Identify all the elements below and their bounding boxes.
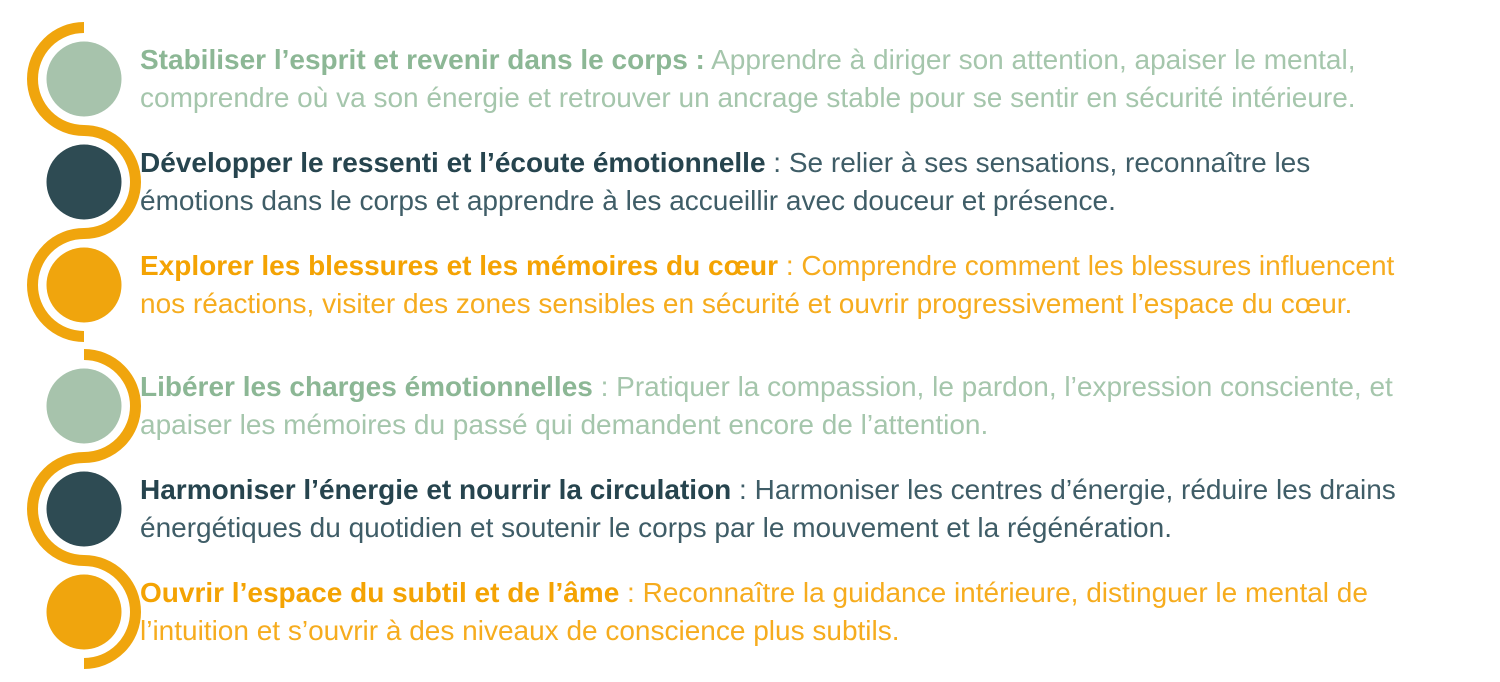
list-item-ouvrir	[140, 574, 1480, 650]
item-body-line1: : Pratiquer la compassion, le pardon, l’expression consciente, et	[592, 371, 1393, 402]
item-body-line1: : Harmoniser les centres d’énergie, réduire les drains	[731, 474, 1396, 505]
list-item-liberer	[140, 368, 1480, 444]
bullet-circle-3	[47, 248, 122, 323]
item-body-line2: émotions dans le corps et apprendre à les accueillir avec douceur et présence.	[140, 185, 1116, 216]
item-body-line2: nos réactions, visiter des zones sensibles en sécurité et ouvrir progressivement l’espace du cœur.	[140, 288, 1353, 319]
item-title: Stabiliser l’esprit et revenir dans le corps :	[140, 44, 705, 75]
item-body-line1: : Se relier à ses sensations, reconnaître les	[765, 147, 1311, 178]
item-body-line2: comprendre où va son énergie et retrouver un ancrage stable pour se sentir en sécurité intérieure.	[140, 82, 1356, 113]
item-body-line1: Apprendre à diriger son attention, apaiser le mental,	[704, 44, 1356, 75]
bullet-circle-4	[47, 369, 122, 444]
list-item-stabiliser	[140, 41, 1480, 117]
item-body-line2: l’intuition et s’ouvrir à des niveaux de conscience plus subtils.	[140, 615, 900, 646]
item-body-line2: énergétiques du quotidien et soutenir le corps par le mouvement et la régénération.	[140, 512, 1172, 543]
item-title: Explorer les blessures et les mémoires du cœur	[140, 250, 779, 281]
item-title: Libérer les charges émotionnelles	[140, 371, 593, 402]
list-item-harmoniser	[140, 471, 1480, 547]
item-body-line1: : Comprendre comment les blessures influencent	[778, 250, 1395, 281]
list-item-developper	[140, 144, 1480, 220]
item-title: Ouvrir l’espace du subtil et de l’âme	[140, 577, 620, 608]
item-title: Harmoniser l’énergie et nourrir la circulation	[140, 474, 732, 505]
item-body-line2: apaiser les mémoires du passé qui demandent encore de l’attention.	[140, 409, 989, 440]
list-item-explorer	[140, 247, 1480, 323]
bullet-circle-1	[47, 42, 122, 117]
item-body-line1: : Reconnaître la guidance intérieure, distinguer le mental de	[619, 577, 1368, 608]
bullet-circle-2	[47, 145, 122, 220]
bullet-circle-6	[47, 575, 122, 650]
bullet-circle-5	[47, 472, 122, 547]
item-title: Développer le ressenti et l’écoute émotionnelle	[140, 147, 766, 178]
